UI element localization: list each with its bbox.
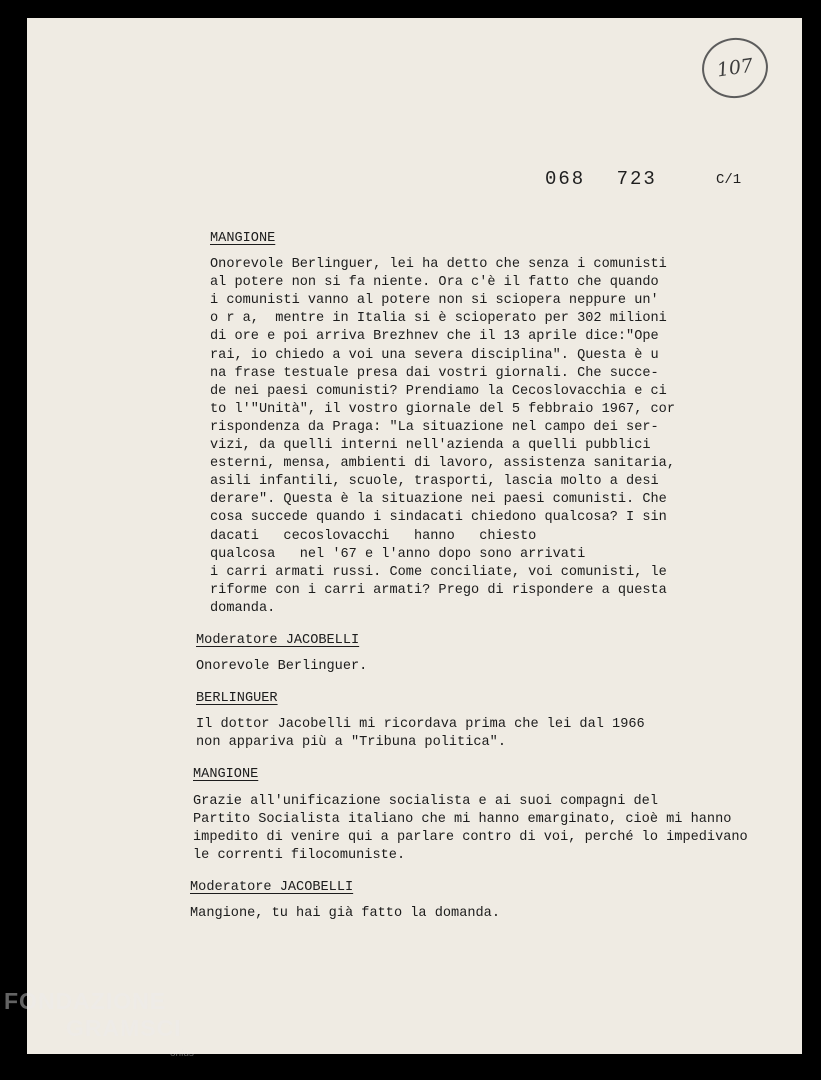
transcript-block bbox=[196, 690, 725, 752]
transcript-line: rai, io chiedo a voi una severa disciplina". Questa è u bbox=[210, 347, 659, 363]
stamp-number: 107 bbox=[715, 54, 755, 82]
transcript-line: de nei paesi comunisti? Prendiamo la Cecoslovacchia e ci bbox=[210, 383, 667, 399]
transcript-line: na frase testuale presa dai vostri giornali. Che succe- bbox=[210, 365, 659, 381]
transcript-line: Onorevole Berlinguer. bbox=[196, 659, 368, 675]
transcript-block bbox=[210, 230, 725, 618]
transcript-line: i comunisti vanno al potere non si sciopera neppure un' bbox=[210, 293, 659, 309]
transcript-line: non appariva più a "Tribuna politica". bbox=[196, 735, 506, 751]
transcript-line: domanda. bbox=[210, 600, 276, 616]
speaker-name: BERLINGUER bbox=[196, 691, 278, 707]
document-number: 068 723 bbox=[545, 168, 657, 190]
transcript-line: di ore e poi arriva Brezhnev che il 13 aprile dice:"Ope bbox=[210, 329, 659, 345]
transcript-line: Onorevole Berlinguer, lei ha detto che senza i comunisti bbox=[210, 257, 667, 273]
transcript-block bbox=[196, 632, 725, 676]
transcript-line: riforme con i carri armati? Prego di rispondere a questa bbox=[210, 582, 667, 598]
transcript-line: cosa succede quando i sindacati chiedono qualcosa? I sin bbox=[210, 510, 667, 526]
transcript-line: Partito Socialista italiano che mi hanno emarginato, cioè mi hanno bbox=[193, 811, 732, 827]
transcript-line: Grazie all'unificazione socialista e ai suoi compagni del bbox=[193, 793, 658, 809]
transcript-line: esterni, mensa, ambienti di lavoro, assistenza sanitaria, bbox=[210, 456, 675, 472]
transcript-line: le correnti filocomuniste. bbox=[193, 847, 406, 863]
page-number-stamp bbox=[698, 34, 772, 103]
transcript-line: impedito di venire qui a parlare contro di voi, perché lo impedivano bbox=[193, 829, 748, 845]
transcript-line: rispondenza da Praga: "La situazione nel campo dei ser- bbox=[210, 419, 659, 435]
transcript-block bbox=[190, 879, 725, 923]
transcript-line: qualcosa nel '67 e l'anno dopo sono arrivati bbox=[210, 546, 586, 562]
page-code: C/1 bbox=[716, 172, 742, 188]
watermark-logo bbox=[4, 988, 182, 1042]
transcript-line: al potere non si fa niente. Ora c'è il fatto che quando bbox=[210, 275, 659, 291]
transcript-line: dacati cecoslovacchi hanno chiesto bbox=[210, 528, 537, 544]
transcript-line: i carri armati russi. Come conciliate, voi comunisti, le bbox=[210, 564, 667, 580]
transcript-block bbox=[193, 766, 748, 864]
speaker-name: Moderatore JACOBELLI bbox=[196, 632, 360, 648]
speaker-name: MANGIONE bbox=[193, 767, 259, 783]
transcript-line: derare". Questa è la situazione nei paesi comunisti. Che bbox=[210, 492, 667, 508]
watermark-line-1: FONDAZIONE bbox=[4, 988, 167, 1014]
speaker-name: Moderatore JACOBELLI bbox=[190, 879, 354, 895]
transcript-line: o r a, mentre in Italia si è scioperato per 302 milioni bbox=[210, 311, 667, 327]
watermark-line-2: GRAMSCI bbox=[66, 1015, 182, 1041]
transcript-line: asili infantili, scuole, trasporti, lascia molto a desi bbox=[210, 474, 659, 490]
transcript-line: vizi, da quelli interni nell'azienda a quelli pubblici bbox=[210, 438, 651, 454]
transcript bbox=[165, 230, 748, 937]
speaker-name: MANGIONE bbox=[210, 231, 276, 246]
transcript-line: Il dottor Jacobelli mi ricordava prima che lei dal 1966 bbox=[196, 717, 645, 733]
transcript-line: Mangione, tu hai già fatto la domanda. bbox=[190, 906, 500, 921]
transcript-line: to l'"Unità", il vostro giornale del 5 febbraio 1967, cor bbox=[210, 401, 675, 417]
watermark-sub: onlus bbox=[170, 1048, 194, 1059]
